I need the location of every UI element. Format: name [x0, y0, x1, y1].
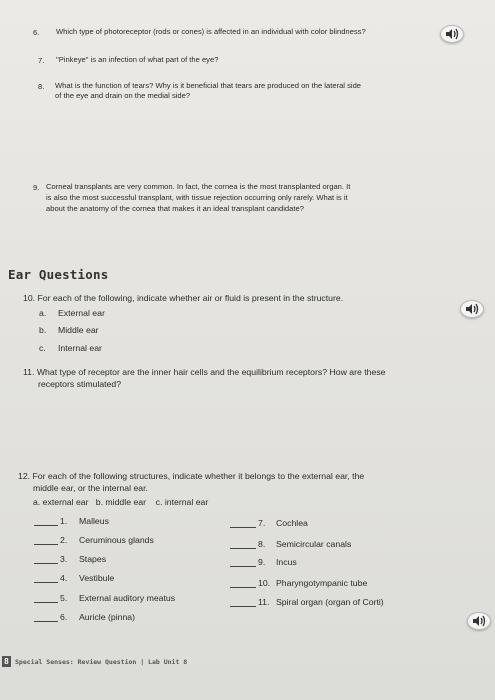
answer-blank[interactable]: [230, 578, 256, 588]
question-11-line2: receptors stimulated?: [38, 379, 122, 389]
question-9-line1: Corneal transplants are very common. In fact, the cornea is the most transplanted organ. It: [46, 182, 351, 191]
question-6-text: Which type of photoreceptor (rods or cones) is affected in an individual with color blindness?: [56, 27, 366, 36]
item-number: 4.: [60, 573, 68, 583]
list-item-label: External ear: [58, 308, 105, 318]
audio-speaker-icon: [443, 27, 461, 41]
answer-blank[interactable]: [34, 593, 58, 603]
answer-blank[interactable]: [230, 518, 256, 528]
question-number: 8.: [38, 82, 45, 91]
item-number: 3.: [60, 554, 68, 564]
item-number: 9.: [258, 557, 266, 567]
item-label: Ceruminous glands: [79, 535, 154, 545]
question-9-line3: about the anatomy of the cornea that makes it an ideal transplant candidate?: [46, 204, 304, 213]
item-label: Spiral organ (organ of Corti): [276, 597, 384, 607]
list-item-label: Internal ear: [58, 343, 102, 353]
item-number: 1.: [60, 516, 68, 526]
item-number: 7.: [258, 518, 266, 528]
answer-blank[interactable]: [34, 612, 58, 622]
audio-button[interactable]: [467, 612, 491, 630]
item-number: 11.: [258, 597, 270, 607]
audio-speaker-icon: [470, 614, 488, 628]
matching-row: [34, 516, 109, 526]
question-10-text: 10. For each of the following, indicate whether air or fluid is present in the structure.: [23, 293, 344, 303]
matching-row: [230, 539, 351, 549]
question-8-line1: What is the function of tears? Why is it beneficial that tears are produced on the lateral side: [55, 81, 362, 90]
answer-blank[interactable]: [34, 573, 58, 583]
item-label: Vestibule: [79, 573, 115, 583]
matching-row: [34, 573, 114, 583]
answer-blank[interactable]: [230, 557, 256, 567]
question-number: 6.: [33, 28, 40, 37]
audio-speaker-icon: [463, 302, 481, 316]
item-label: Incus: [276, 557, 297, 567]
list-item-letter: b.: [39, 325, 47, 335]
question-8-line2: of the eye and drain on the medial side?: [55, 91, 191, 100]
matching-row: [230, 557, 297, 567]
matching-row: [230, 518, 308, 528]
matching-row: [34, 554, 106, 564]
list-item-label: Middle ear: [58, 325, 99, 335]
item-number: 10.: [258, 578, 271, 588]
item-number: 6.: [60, 612, 68, 622]
item-label: Malleus: [79, 516, 109, 526]
matching-row: [34, 612, 135, 622]
matching-row: [34, 593, 175, 603]
matching-row: [34, 535, 154, 545]
item-label: External auditory meatus: [79, 593, 176, 603]
question-12-line2: middle ear, or the internal ear.: [33, 483, 148, 493]
question-7-text: "Pinkeye" is an infection of what part of the eye?: [56, 55, 219, 64]
item-label: Auricle (pinna): [79, 612, 136, 622]
item-number: 8.: [258, 539, 266, 549]
section-heading: Ear Questions: [8, 267, 109, 282]
matching-row: [230, 597, 384, 607]
audio-button[interactable]: [460, 300, 484, 318]
item-label: Cochlea: [276, 518, 308, 528]
question-12-line1: 12. For each of the following structures, indicate whether it belongs to the external ear, the: [18, 471, 365, 481]
question-9-line2: is also the most successful transplant, with tissue rejection occurring only rarely. What is it: [46, 193, 348, 202]
question-11-line1: 11. What type of receptor are the inner hair cells and the equilibrium receptors? How are these: [23, 367, 386, 377]
answer-blank[interactable]: [230, 597, 256, 607]
question-number: 9.: [33, 183, 40, 192]
audio-button[interactable]: [440, 25, 464, 43]
answer-blank[interactable]: [34, 535, 58, 545]
list-item-letter: c.: [39, 343, 46, 353]
item-label: Semicircular canals: [276, 539, 352, 549]
item-number: 5.: [60, 593, 68, 603]
item-number: 2.: [60, 535, 68, 545]
answer-blank[interactable]: [34, 516, 58, 526]
footer-text: Special Senses: Review Question | Lab Unit 8: [15, 658, 188, 666]
item-label: Stapes: [79, 554, 107, 564]
list-item-letter: a.: [39, 308, 47, 318]
matching-row: [230, 578, 367, 588]
answer-blank[interactable]: [34, 554, 58, 564]
question-number: 7.: [38, 56, 45, 65]
answer-blank[interactable]: [230, 539, 256, 549]
question-12-options: a. external ear b. middle ear c. internal ear: [33, 497, 209, 507]
item-label: Pharyngotympanic tube: [276, 578, 368, 588]
page-number: 8: [2, 656, 11, 667]
